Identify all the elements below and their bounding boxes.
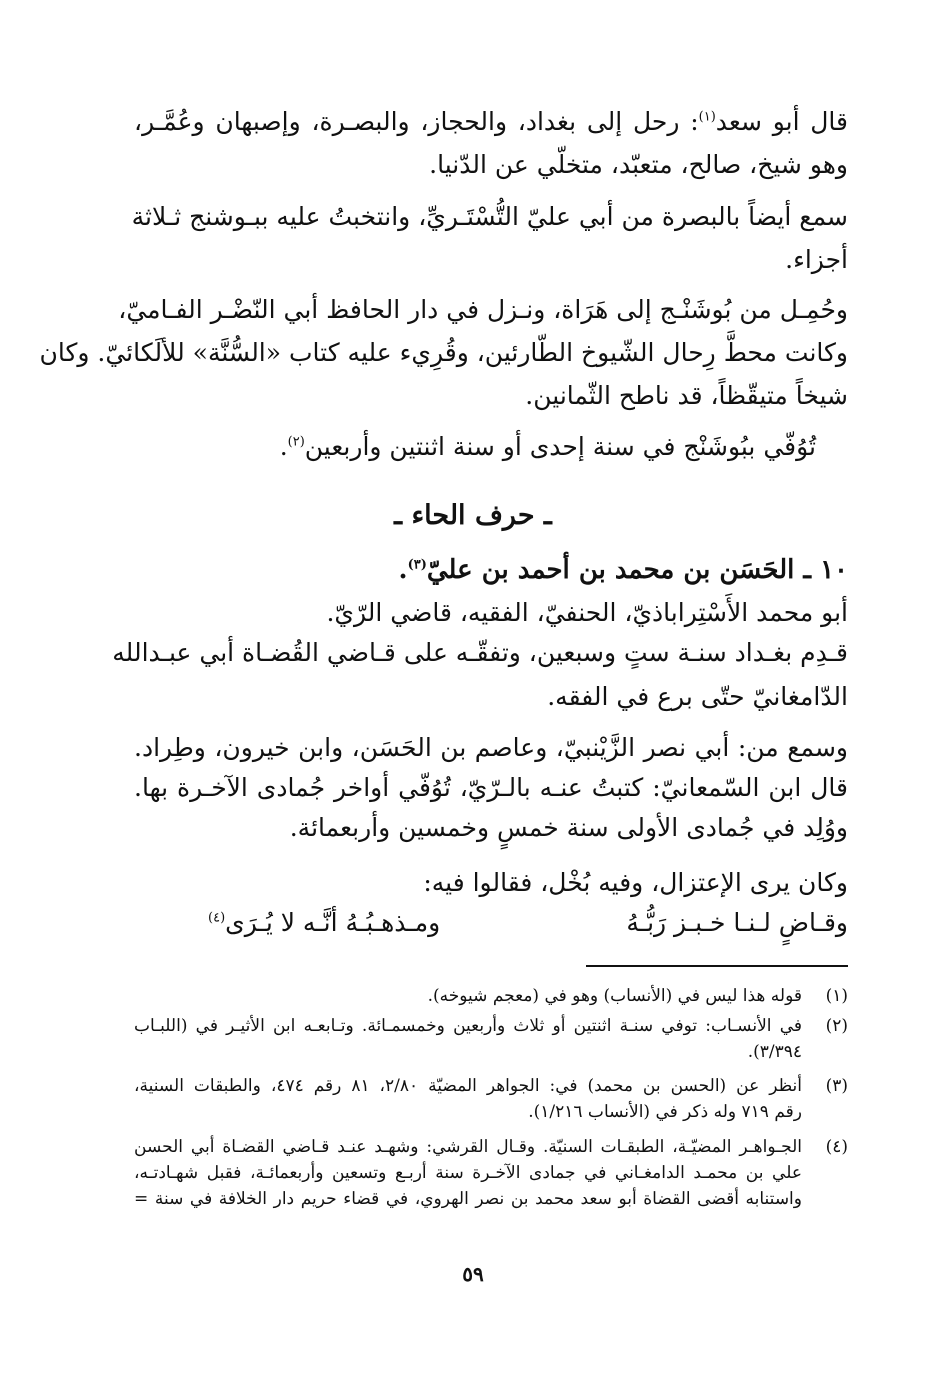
footnote-text: قوله هذا ليس في (الأنساب) وهو في (معجم شيوخه).: [427, 986, 802, 1006]
body-line: ووُلِد في جُمادى الأولى سنة خمسٍ وخمسين وأربعمائة.: [289, 813, 848, 842]
body-line: وهو شيخ، صالح، متعبّد، متخلّي عن الدّنيا.: [429, 150, 848, 179]
footnote: [134, 1134, 848, 1212]
footnote: [134, 1013, 848, 1065]
footnote-text: واستنابه أقضى القضاة أبو سعد محمد بن نصر الهروي، في قضاء حريم دار الخلافة في سنة =: [134, 1189, 802, 1209]
body-line: وكانت محطَّ رِحال الشّيوخ الطّارئين، وقُرِيء عليه كتاب «السُّنَّة» للألَكائيّ. وكان: [39, 338, 848, 367]
footnote-ref[interactable]: (١): [698, 109, 716, 125]
footnote-number: (٤): [825, 1137, 848, 1157]
body-line: شيخاً متيقّظاً، قد ناطح الثّمانين.: [525, 381, 848, 410]
body-line: الدّامغانيّ حتّى برع في الفقه.: [547, 682, 848, 711]
footnote-text: أنظر عن (الحسن بن محمد) في: الجواهر المضيّة ٢/٨٠، ٨١ رقم ٤٧٤، والطبقات السنية،: [134, 1076, 802, 1096]
footnote-number: (٢): [825, 1016, 848, 1036]
entry-title: ١٠ ـ الحَسَن بن محمد بن أحمد بن عليّ$^{(٣)}$.: [398, 555, 848, 585]
footnote-ref[interactable]: (٤): [208, 910, 226, 926]
footnote-ref[interactable]: (٣): [407, 557, 427, 573]
footnote-text: رقم ٧١٩ وله ذكر في (الأنساب ١/٢١٦).: [528, 1102, 802, 1122]
footnote-text: الجـواهـر المضيّـة، الطبقـات السنيّة. وقـال القرشي: وشهـد عنـد قـاضي القضـاة أبي الحسن: [134, 1137, 802, 1157]
footnote-number: (١): [825, 986, 848, 1006]
body-line: قال ابن السّمعانيّ: كتبتُ عنـه بالـرّيّ، تُوُفّي أواخر جُمادى الآخـرة بها.: [134, 773, 848, 802]
body-line: أبو محمد الأَسْتِراباذيّ، الحنفيّ، الفقيه، قاضي الرّيّ.: [326, 598, 848, 627]
body-line: وسمع من: أبي نصر الزَّيْنبيّ، وعاصم بن الحَسَن، وابن خيرون، وطِراد.: [134, 733, 848, 762]
body-line: أجزاء.: [785, 245, 848, 274]
footnote: [134, 983, 848, 1009]
body-line: سمع أيضاً بالبصرة من أبي عليّ التُّسْتَـريِّ، وانتخبتُ عليه ببـوشنج ثـلاثة: [131, 202, 848, 231]
footnote-text: في الأنسـاب: توفي سنـة اثنتين أو ثلاث وأربعين وخمسمـائة. وتـابعـه ابن الأثيـر في (اللبـاب: [134, 1016, 802, 1036]
body-line: قال أبو سعد$^{(١)}$: رحل إلى بغداد، والحجاز، والبصـرة، وإصبهان وعُمَّـر،: [134, 107, 849, 136]
footnote-separator: [586, 965, 848, 967]
footnote: [134, 1073, 848, 1125]
footnote-text: ٣/٣٩٤).: [747, 1042, 802, 1062]
body-line: قـدِم بغـداد سنـة ستٍ وسبعين، وتفقّـه على قـاضي القُضـاة أبي عبـدالله: [112, 638, 848, 667]
footnote-text: علي بن محمـد الدامغـاني في جمادى الآخـرة سنة أربـع وتسعين وأربعمائـة، فقبل شهـادتـه،: [134, 1163, 802, 1183]
body-line: وكان يرى الإعتزال، وفيه بُخْل، فقالوا فيه:: [423, 868, 848, 897]
body-line: وحُمِـل من بُوشَنْـج إلى هَرَاة، ونـزل في دار الحافظ أبي النّضْـر الفـاميّ،: [118, 295, 848, 324]
section-heading: ـ حرف الحاء ـ: [394, 500, 552, 531]
footnote-number: (٣): [825, 1076, 848, 1096]
poem-hemistich: وقـاضٍ لـنـا خـبـز رَبُّـهُ: [626, 908, 848, 937]
poem-hemistich: ومـذهـبُـهُ أنَّـه لا يُـرَى$^{(٤)}$: [208, 908, 441, 937]
footnote-ref[interactable]: (٢): [287, 434, 305, 450]
page-number: ٥٩: [462, 1262, 484, 1286]
body-line: تُوُفّي ببُوشَنْج في سنة إحدى أو سنة اثنتين وأربعين$^{(٢)}$.: [279, 432, 816, 461]
